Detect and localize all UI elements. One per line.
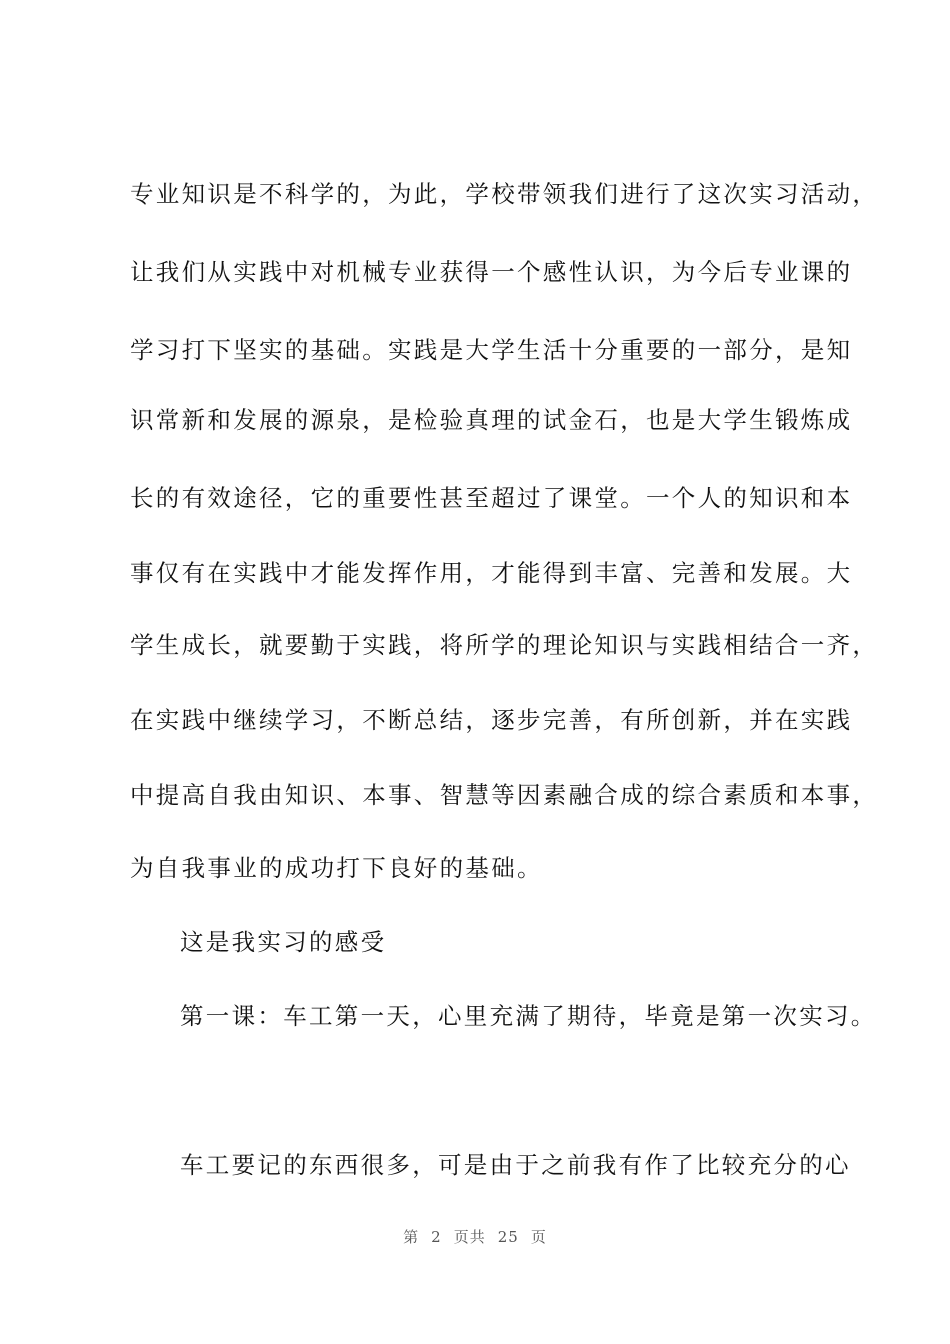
section-heading: 这是我实习的感受 <box>180 928 387 956</box>
footer-prefix: 第 <box>403 1228 420 1246</box>
body-line-9: 中提高自我由知识、本事、智慧等因素融合成的综合素质和本事， <box>130 781 879 809</box>
body-line-6: 事仅有在实践中才能发挥作用，才能得到丰富、完善和发展。大 <box>130 559 853 587</box>
body-line-10: 为自我事业的成功打下良好的基础。 <box>130 854 543 882</box>
footer-total-pages: 25 <box>497 1228 519 1246</box>
body-line-4: 识常新和发展的源泉，是检验真理的试金石，也是大学生锻炼成 <box>130 406 853 434</box>
footer-mid: 页共 <box>453 1228 486 1246</box>
body-line-8: 在实践中继续学习，不断总结，逐步完善，有所创新，并在实践 <box>130 706 853 734</box>
body-line-7: 学生成长，就要勤于实践，将所学的理论知识与实践相结合一齐， <box>130 631 879 659</box>
body-line-3: 学习打下坚实的基础。实践是大学生活十分重要的一部分，是知 <box>130 336 853 364</box>
footer-suffix: 页 <box>530 1228 547 1246</box>
body-line-2: 让我们从实践中对机械专业获得一个感性认识，为今后专业课的 <box>130 258 853 286</box>
page-footer <box>0 1226 950 1247</box>
body-line-last: 车工要记的东西很多，可是由于之前我有作了比较充分的心 <box>180 1151 851 1179</box>
lesson-line: 第一课：车工第一天，心里充满了期待，毕竟是第一次实习。 <box>180 1002 877 1030</box>
footer-page-number: 2 <box>431 1228 442 1246</box>
body-line-1: 专业知识是不科学的，为此，学校带领我们进行了这次实习活动， <box>130 180 879 208</box>
body-line-5: 长的有效途径，它的重要性甚至超过了课堂。一个人的知识和本 <box>130 484 853 512</box>
